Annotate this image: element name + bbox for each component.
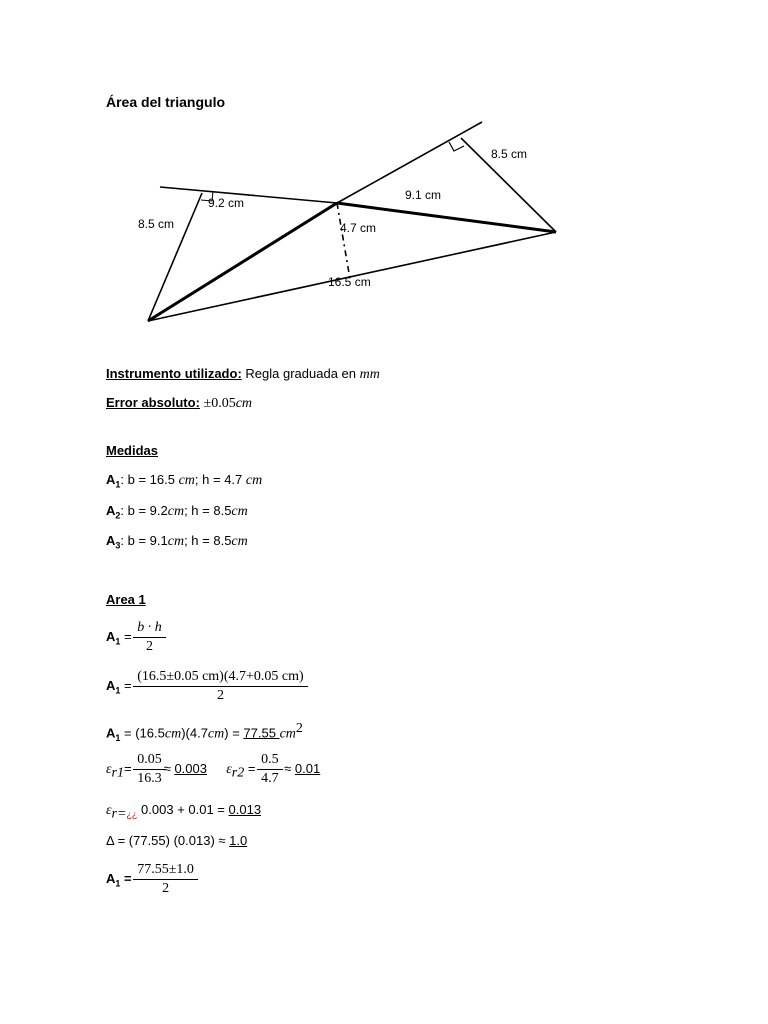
- eq-result: $A_1 = (16.5cm)(4.7cm) = 77.55$ $cm^2$: [106, 721, 303, 743]
- instrument-value: Regla graduada en: [245, 366, 360, 381]
- top-line: [160, 187, 337, 203]
- eq-final: $A_1$ = $\frac{77.55\pm 1.0}{2}$: [106, 862, 196, 897]
- medidas-heading: Medidas: [106, 443, 159, 458]
- er1-result: 0.003: [174, 760, 207, 776]
- area1-heading: Area 1: [106, 592, 146, 607]
- error-value: ±0.05: [203, 396, 236, 411]
- er2-fraction: $\frac{0.5}{4.7}$: [259, 752, 281, 787]
- page-title: Área del triangulo: [106, 94, 226, 110]
- error-unit: cm: [235, 396, 253, 411]
- error-line: [106, 395, 252, 412]
- measure-a2: $A_2$: b = 9.2cm; h = 8.5cm: [106, 503, 248, 521]
- eq-formula: $A_1$ = $\frac{b \cdot h}{2}$: [106, 620, 164, 655]
- eq-total-error: $\varepsilon_{r=¿¿}$ 0.003 + 0.01 = 0.013: [106, 802, 262, 822]
- a2-label: A: [106, 503, 116, 518]
- error-label: Error absoluto:: [106, 395, 200, 410]
- final-fraction: $\frac{77.55\pm 1.0}{2}$: [135, 862, 196, 897]
- instrument-line: [106, 366, 380, 383]
- eq-relative-errors: $\varepsilon_{r1}=$ $\frac{0.05}{16.3}$ ≈ 0.003 $\varepsilon_{r2}$ = $\frac{0.5}{4.7}$ ≈ 0.01: [106, 752, 321, 786]
- instrument-label: Instrumento utilizado:: [106, 366, 242, 381]
- er1-fraction: $\frac{0.05}{16.3}$: [135, 752, 164, 787]
- a1-label: A: [106, 472, 116, 487]
- eq-substitution: $A_1$ = $\frac{(16.5\pm 0.05 cm)(4.7+0.05 cm)}{2}$: [106, 669, 306, 704]
- a3-label: A: [106, 533, 116, 548]
- substitution-fraction: $\frac{(16.5\pm 0.05 cm)(4.7+0.05 cm)}{2}$: [135, 669, 305, 704]
- formula-fraction: $\frac{b \cdot h}{2}$: [135, 620, 164, 655]
- left-side-line: [148, 193, 202, 321]
- er2-result: 0.01: [294, 760, 321, 776]
- label-top-left: 9.2 cm: [208, 196, 245, 210]
- area-result: 77.55: [243, 725, 280, 741]
- triangle-diagram: [0, 0, 768, 340]
- label-base: 16.5 cm: [328, 275, 371, 289]
- right-angle-marker-top: [449, 142, 464, 151]
- label-height: 4.7 cm: [340, 221, 377, 235]
- label-upper-base: 9.1 cm: [405, 188, 442, 202]
- diagonal-line: [148, 203, 337, 321]
- total-error-result: 0.013: [228, 802, 262, 817]
- height-line: [337, 203, 350, 279]
- delta-result: 1.0: [229, 833, 248, 848]
- eq-delta: Δ = (77.55) (0.013) ≈ 1.0: [106, 833, 248, 848]
- label-top-right-side: 8.5 cm: [491, 147, 528, 161]
- measure-a3: $A_3$: b = 9.1cm; h = 8.5cm: [106, 533, 248, 551]
- measure-a1: $A_1$: b = 16.5 cm; h = 4.7 cm: [106, 472, 263, 490]
- instrument-unit: mm: [359, 367, 380, 382]
- label-left-side: 8.5 cm: [138, 217, 175, 231]
